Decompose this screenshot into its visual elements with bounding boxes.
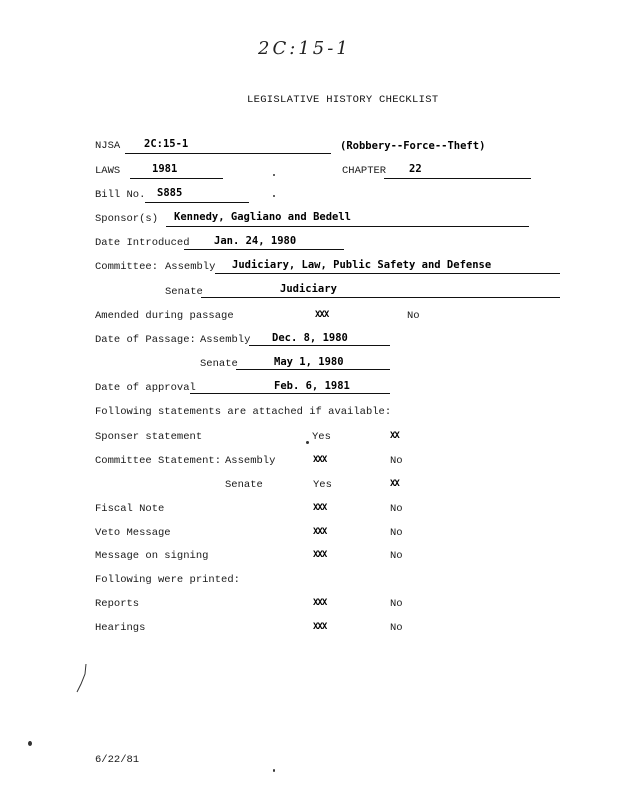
sponsors-value: Kennedy, Gagliano and Bedell <box>174 211 352 223</box>
committee-senate-value: Judiciary <box>280 283 337 295</box>
speck <box>273 195 275 197</box>
statement-yes-crossed: XXX <box>313 503 327 513</box>
bill-value: S885 <box>157 187 183 199</box>
statement-no: No <box>390 550 403 562</box>
committee-assembly-value: Judiciary, Law, Public Safety and Defense <box>232 259 492 271</box>
passage-senate-label: Senate <box>200 358 238 370</box>
printed-no: No <box>390 598 403 610</box>
speck <box>28 741 32 746</box>
committee-senate-underline <box>201 297 560 298</box>
printed-no: No <box>390 622 403 634</box>
laws-label: LAWS <box>95 165 121 177</box>
printed-yes-crossed: XXX <box>313 598 327 608</box>
passage-senate-underline <box>236 369 390 370</box>
passage-label: Date of Passage: <box>95 334 196 346</box>
printed-label: Hearings <box>95 622 146 634</box>
statement-sub-label: Assembly <box>225 455 276 467</box>
statement-no-crossed: XX <box>390 431 399 441</box>
statement-yes: Yes <box>312 431 331 443</box>
statement-no: No <box>390 527 403 539</box>
page-title: LEGISLATIVE HISTORY CHECKLIST <box>247 94 439 106</box>
njsa-underline <box>125 153 331 154</box>
statement-label: Sponser statement <box>95 431 203 443</box>
statement-no: No <box>390 503 403 515</box>
committee-label: Committee: <box>95 261 159 273</box>
bill-underline <box>145 202 249 203</box>
statement-label: Committee Statement: <box>95 455 222 467</box>
date-introduced-underline <box>184 249 344 250</box>
committee-assembly-label: Assembly <box>165 261 216 273</box>
date-introduced-value: Jan. 24, 1980 <box>214 235 297 247</box>
approval-label: Date of approval <box>95 382 196 394</box>
printed-heading: Following were printed: <box>95 574 240 586</box>
statement-yes-crossed: XXX <box>313 550 327 560</box>
chapter-label: CHAPTER <box>342 165 387 177</box>
date-introduced-label: Date Introduced <box>95 237 190 249</box>
statement-label: Fiscal Note <box>95 503 165 515</box>
committee-senate-label: Senate <box>165 286 203 298</box>
committee-assembly-underline <box>215 273 560 274</box>
speck <box>306 441 309 444</box>
laws-value: 1981 <box>152 163 178 175</box>
statement-yes-crossed: XXX <box>313 527 327 537</box>
attached-heading: Following statements are attached if available: <box>95 406 392 418</box>
passage-assembly-underline <box>249 345 390 346</box>
bill-label: Bill No. <box>95 189 146 201</box>
passage-senate-value: May 1, 1980 <box>274 356 344 368</box>
laws-underline <box>130 178 223 179</box>
statement-yes: Yes <box>313 479 332 491</box>
sponsors-underline <box>166 226 529 227</box>
passage-assembly-label: Assembly <box>200 334 251 346</box>
amended-yes-crossed: XXX <box>315 310 329 320</box>
statement-sub-label: Senate <box>225 479 263 491</box>
handwritten-reference: 2C:15-1 <box>258 38 351 59</box>
njsa-subject: (Robbery--Force--Theft) <box>340 140 486 152</box>
printed-label: Reports <box>95 598 140 610</box>
approval-underline <box>190 393 390 394</box>
sponsors-label: Sponsor(s) <box>95 213 159 225</box>
amended-no: No <box>407 310 420 322</box>
statement-yes-crossed: XXX <box>313 455 327 465</box>
statement-no: No <box>390 455 403 467</box>
amended-label: Amended during passage <box>95 310 234 322</box>
printed-yes-crossed: XXX <box>313 622 327 632</box>
chapter-value: 22 <box>409 163 422 175</box>
statement-label: Veto Message <box>95 527 171 539</box>
passage-assembly-value: Dec. 8, 1980 <box>272 332 348 344</box>
chapter-underline <box>384 178 531 179</box>
statement-label: Message on signing <box>95 550 209 562</box>
footer-date: 6/22/81 <box>95 754 140 766</box>
approval-value: Feb. 6, 1981 <box>274 380 350 392</box>
pen-mark <box>74 662 90 694</box>
njsa-label: NJSA <box>95 140 121 152</box>
speck <box>273 769 275 772</box>
statement-no-crossed: XX <box>390 479 399 489</box>
speck <box>273 174 275 176</box>
njsa-value: 2C:15-1 <box>144 138 189 150</box>
